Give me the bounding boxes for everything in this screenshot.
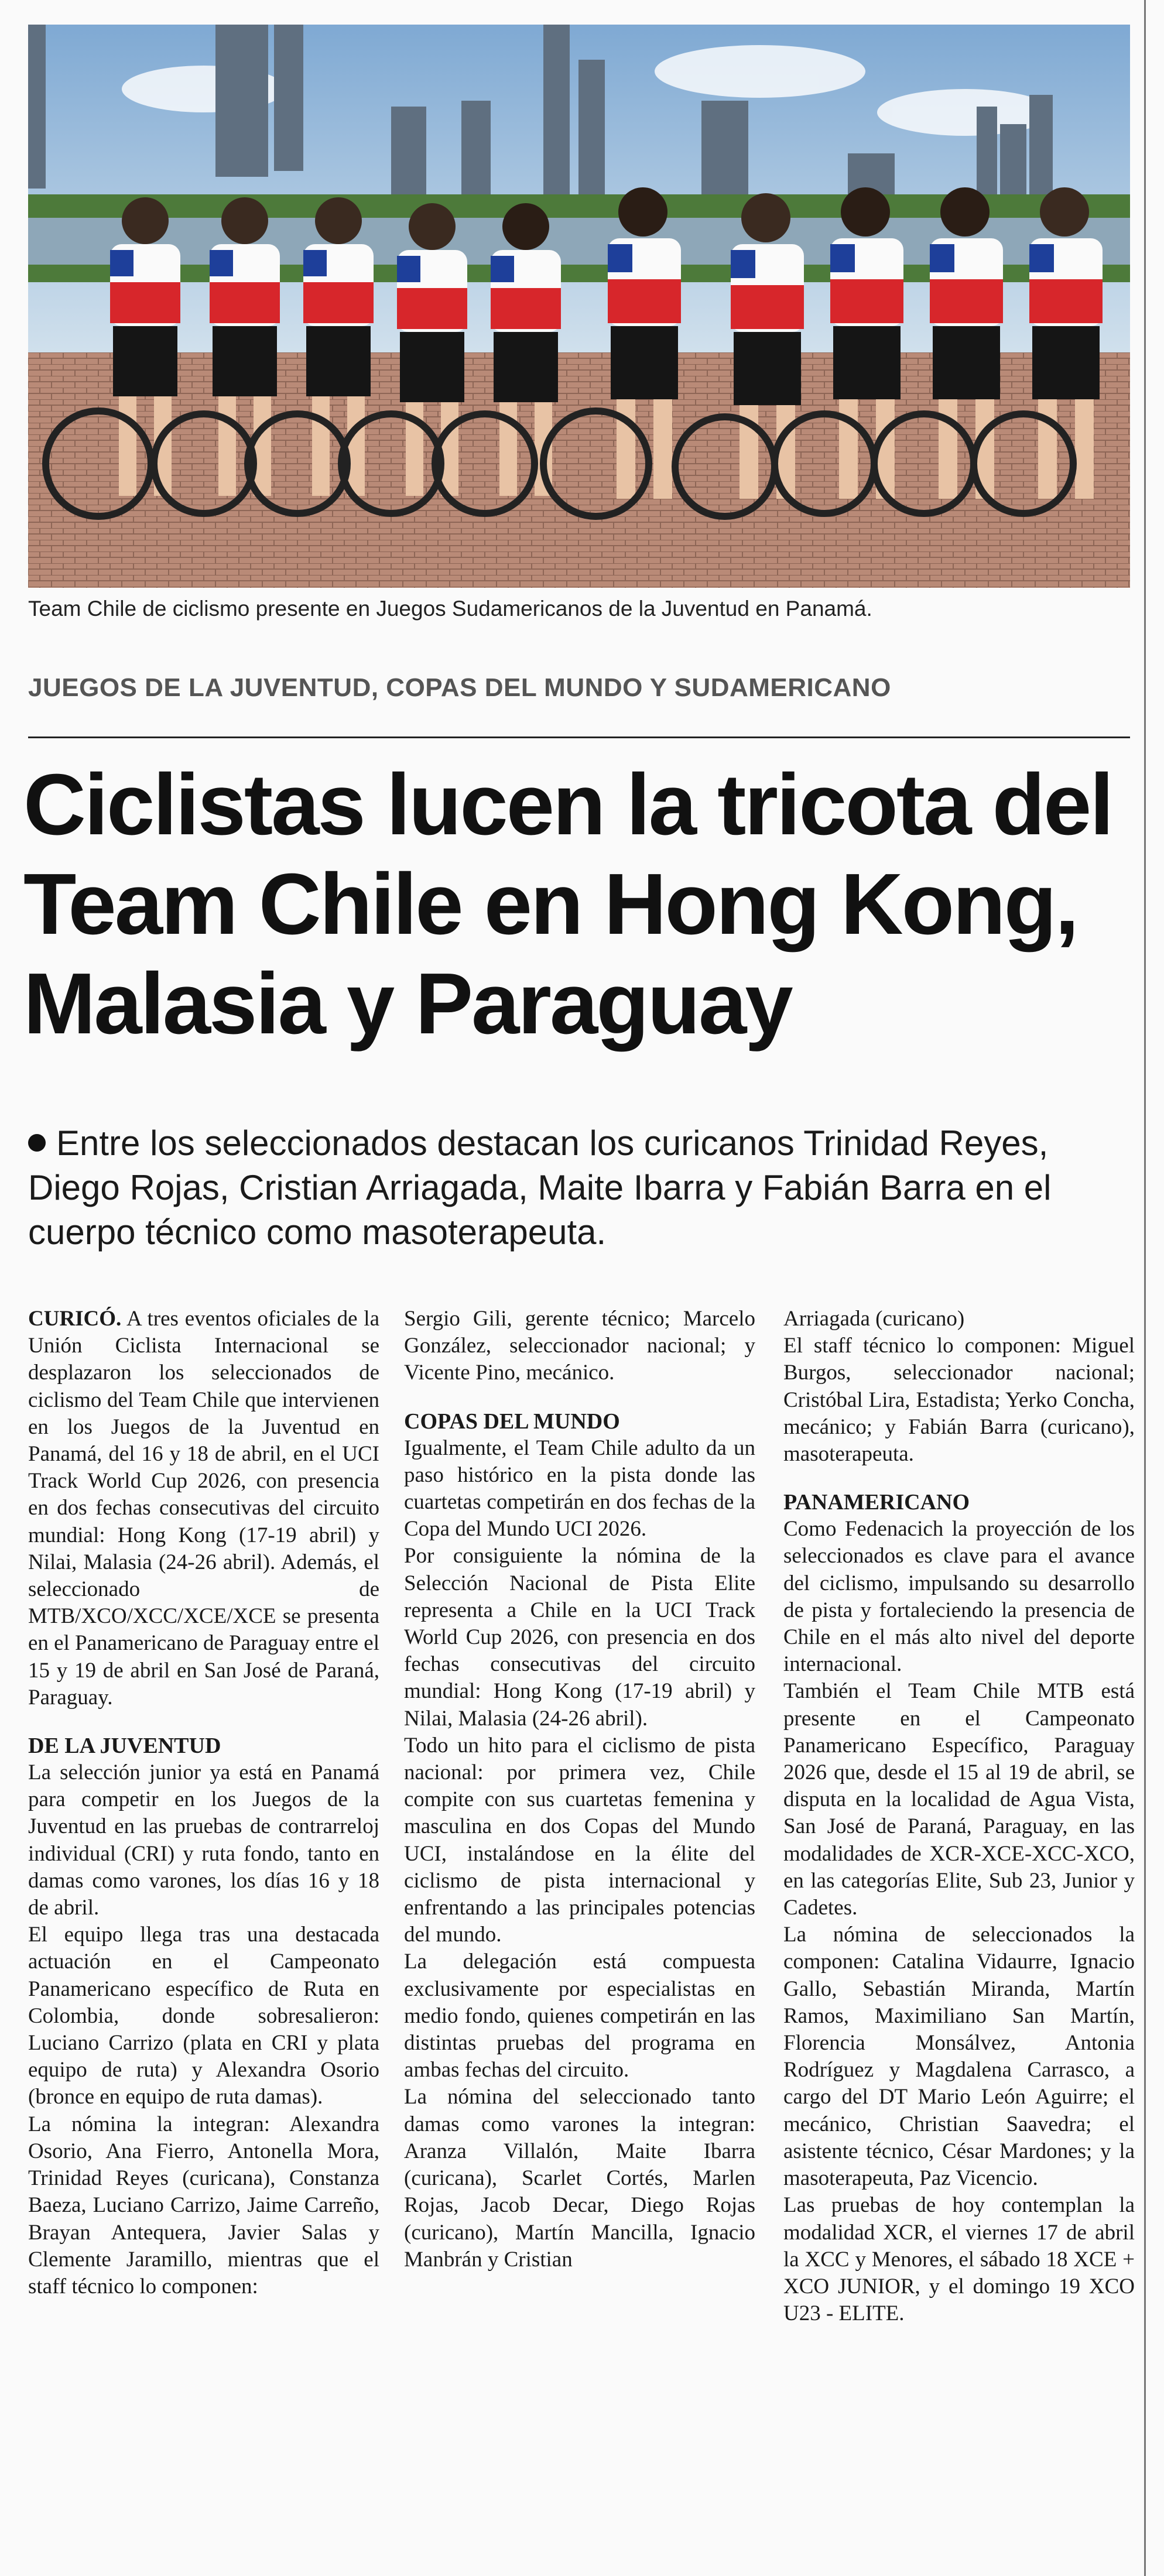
paragraph: El equipo llega tras una destacada actuación en el Campeonato Panamericano específico de Ruta en Colombia, donde sobresalieron: Luciano Carrizo (plata en CRI y plata equipo de ruta) y Alexandra Osorio (bronce en equipo de ruta damas). bbox=[28, 1923, 379, 2109]
paragraph: Sergio Gili, gerente técnico; Marcelo González, seleccionador nacional; y Vicente Pino, mecánico. bbox=[404, 1307, 755, 1385]
kicker: JUEGOS DE LA JUVENTUD, COPAS DEL MUNDO Y SUDAMERICANO bbox=[28, 673, 891, 702]
paragraph: La nómina la integran: Alexandra Osorio, Ana Fierro, Antonella Mora, Trinidad Reyes (curicana), Constanza Baeza, Luciano Carrizo, Jaime Carreño, Brayan Antequera, Javier Salas y Clemente Jaramillo, mientras que el staff técnico lo componen: bbox=[28, 2112, 379, 2298]
paragraph: Arriagada (curicano) bbox=[783, 1307, 965, 1331]
paragraph: Igualmente, el Team Chile adulto da un paso histórico en la pista donde las cuartetas competirán en dos fechas de la Copa del Mundo UCI 2026. bbox=[404, 1436, 755, 1542]
paragraph: El staff técnico lo componen: Miguel Burgos, seleccionador nacional; Cristóbal Lira, Estadista; Yerko Concha, mecánico; y Fabián Barra (curicano), masoterapeuta. bbox=[783, 1334, 1135, 1467]
paragraph: La nómina de seleccionados la componen: Catalina Vidaurre, Ignacio Gallo, Sebastián Miranda, Martín Ramos, Maximiliano San Martín, Florencia Monsálvez, Antonia Rodríguez y Magdalena Carrasco, a cargo del DT Mario León Aguirre; el mecánico, Christian Saavedra; el asistente técnico, César Mardones; y la masoterapeuta, Paz Vicencio. bbox=[783, 1923, 1135, 2191]
column-1 bbox=[28, 1306, 379, 2300]
section-heading: PANAMERICANO bbox=[783, 1490, 970, 1515]
paragraph-text: A tres eventos oficiales de la Unión Ciclista Internacional se desplazaron los seleccionados de ciclismo del Team Chile que intervienen en los Juegos de la Juventud en Panamá, del 16 y 18 de abril, en el UCI Track World Cup 2026, con presencia en dos fechas consecutivas del circuito mundial: Hong Kong (17-19 abril) y Nilai, Malasia (24-26 abril). Además, el seleccionado de MTB/XCO/XCC/XCE/XCE se presenta en el Panamericano de Paraguay entre el 15 y 19 de abril en San José de Paraná, Paraguay. bbox=[28, 1307, 379, 1710]
lead-paragraph bbox=[28, 1121, 1130, 1255]
paragraph: Por consiguiente la nómina de la Selección Nacional de Pista Elite representa a Chile en la UCI Track World Cup 2026, con presencia en dos fechas consecutivas del circuito mundial: Hong Kong (17-19 abril) y Nilai, Malasia (24-26 abril). bbox=[404, 1544, 755, 1731]
paragraph: Las pruebas de hoy contemplan la modalidad XCR, el viernes 17 de abril la XCC y Menores, el sábado 18 XCE + XCO JUNIOR, y el domingo 19 XCO U23 - ELITE. bbox=[783, 2193, 1135, 2326]
team-photo bbox=[28, 25, 1130, 588]
paragraph: La selección junior ya está en Panamá para competir en los Juegos de la Juventud en las pruebas de contrarreloj individual (CRI) y ruta fondo, tanto en damas como varones, los días 16 y 18 de abril. bbox=[28, 1760, 379, 1920]
paragraph: Todo un hito para el ciclismo de pista nacional: por primera vez, Chile compite con sus cuartetas femenina y masculina en dos Copas del Mundo UCI, instalándose en la élite del ciclismo de pista internacional y enfrentando a las principales potencias del mundo. bbox=[404, 1733, 755, 1947]
paragraph: La nómina del seleccionado tanto damas como varones la integran: Aranza Villalón, Maite Ibarra (curicana), Scarlet Cortés, Marlen Rojas, Jacob Decar, Diego Rojas (curicano), Martín Mancilla, Ignacio Manbrán y Cristian bbox=[404, 2085, 755, 2272]
paragraph: La delegación está compuesta exclusivamente por especialistas en medio fondo, quienes competirán en las distintas pruebas del programa en ambas fechas del circuito. bbox=[404, 1950, 755, 2082]
headline: Ciclistas lucen la tricota del Team Chile en Hong Kong, Malasia y Paraguay bbox=[23, 756, 1112, 1052]
paragraph: Como Fedenacich la proyección de los seleccionados es clave para el avance del ciclismo, impulsando su desarrollo de pista y fortaleciendo la presencia de Chile en el más alto nivel del deporte internacional. bbox=[783, 1517, 1135, 1677]
photo-caption: Team Chile de ciclismo presente en Juegos Sudamericanos de la Juventud en Panamá. bbox=[28, 597, 872, 621]
section-heading: COPAS DEL MUNDO bbox=[404, 1409, 620, 1434]
paragraph: También el Team Chile MTB está presente en el Campeonato Panamericano Específico, Paraguay 2026 que, desde el 15 al 19 de abril, se disputa en la localidad de Agua Vista, San José de Paraná, Paraguay, en las modalidades de XCR-XCE-XCC-XCO, en las categorías Elite, Sub 23, Junior y Cadetes. bbox=[783, 1679, 1135, 1920]
divider bbox=[28, 737, 1130, 738]
page-edge-rule bbox=[1144, 0, 1146, 2576]
column-2 bbox=[404, 1306, 755, 2273]
column-3 bbox=[783, 1306, 1135, 2327]
team-photo-illustration bbox=[28, 25, 1130, 588]
paragraph bbox=[28, 1306, 379, 1711]
section-heading: DE LA JUVENTUD bbox=[28, 1734, 221, 1759]
dateline: CURICÓ. bbox=[28, 1307, 122, 1331]
lead-text: Entre los seleccionados destacan los curicanos Trinidad Reyes, Diego Rojas, Cristian Arriagada, Maite Ibarra y Fabián Barra en el cuerpo técnico como masoterapeuta. bbox=[28, 1123, 1052, 1252]
bullet-icon bbox=[28, 1134, 46, 1152]
